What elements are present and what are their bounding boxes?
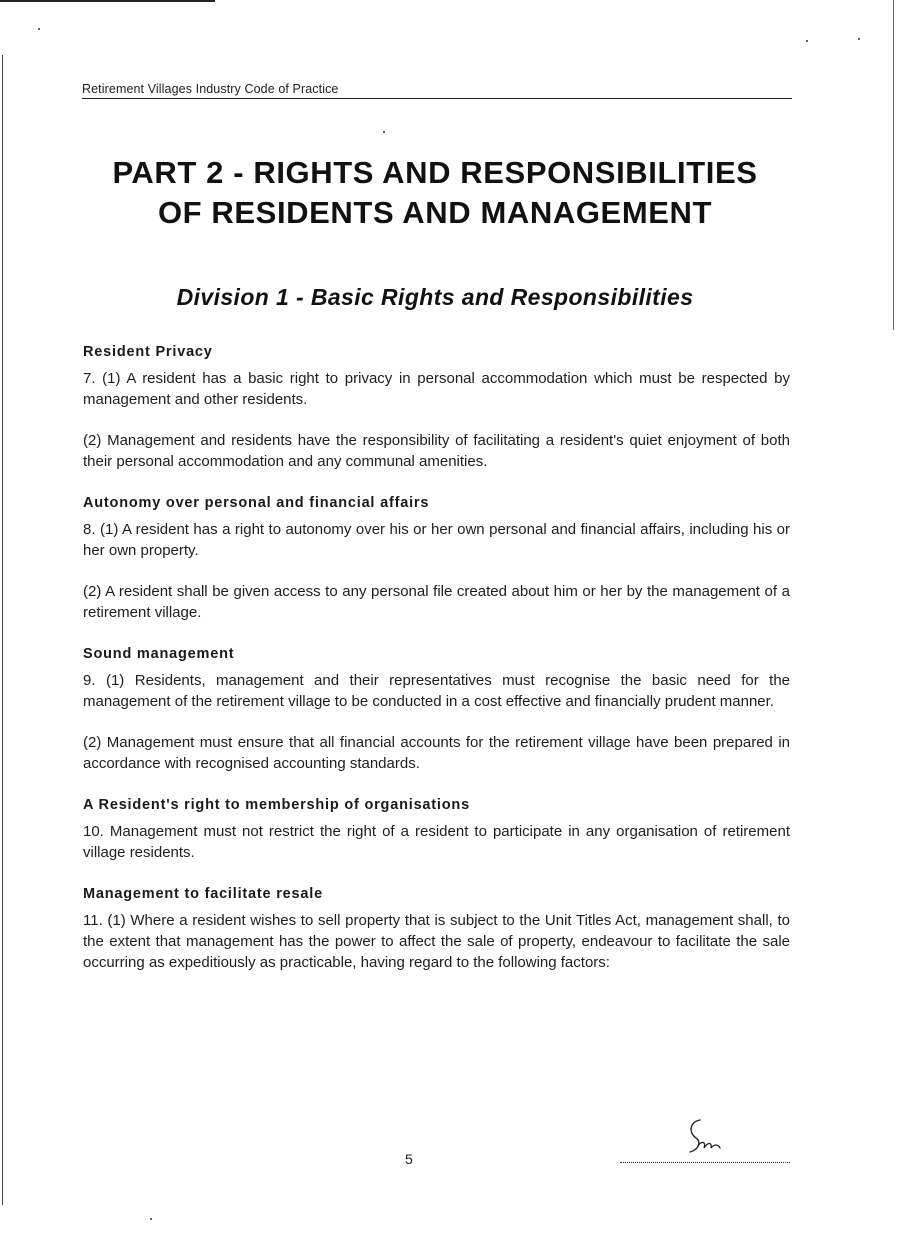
section-heading: Sound management (83, 646, 235, 662)
section-heading: Resident Privacy (83, 344, 213, 360)
section-heading: Autonomy over personal and financial affairs (83, 495, 430, 511)
document-body (83, 344, 790, 996)
running-header: Retirement Villages Industry Code of Practice (82, 82, 339, 96)
paragraph: (2) A resident shall be given access to any personal file created about him or her by the management of a retirement village. (83, 583, 790, 621)
paragraph: 8. (1) A resident has a right to autonomy over his or her own personal and financial affairs, including his or her own property. (83, 521, 790, 559)
part-title-line1: PART 2 - RIGHTS AND RESPONSIBILITIES (112, 155, 758, 190)
page-number: 5 (405, 1151, 413, 1167)
scan-artifact-top (0, 0, 215, 2)
section-resident-privacy (83, 344, 790, 472)
paragraph: 9. (1) Residents, management and their representatives must recognise the basic need for the management of the retirement village to be conducted in a cost effective and financially prudent manner. (83, 672, 790, 710)
scan-artifact-left-edge (2, 55, 3, 1205)
header-rule (82, 98, 792, 99)
section-membership (83, 797, 790, 863)
scan-artifact-right-edge (893, 0, 894, 330)
scan-speck (150, 1218, 152, 1220)
handwritten-initials-icon (680, 1112, 728, 1160)
paragraph: 10. Management must not restrict the right of a resident to participate in any organisation of retirement village residents. (83, 823, 790, 861)
part-title-line2: OF RESIDENTS AND MANAGEMENT (157, 195, 713, 230)
paragraph: 7. (1) A resident has a basic right to privacy in personal accommodation which must be respected by management and other residents. (83, 370, 790, 408)
scan-speck (383, 131, 385, 133)
scan-speck (858, 38, 860, 40)
signature-line (620, 1162, 790, 1163)
division-title: Division 1 - Basic Rights and Responsibilities (176, 284, 694, 310)
section-heading: A Resident's right to membership of organisations (83, 797, 470, 813)
scan-speck (806, 40, 808, 42)
section-sound-management (83, 646, 790, 774)
section-autonomy (83, 495, 790, 623)
section-resale (83, 886, 790, 973)
paragraph: (2) Management and residents have the responsibility of facilitating a resident's quiet enjoyment of both their personal accommodation and any communal amenities. (83, 432, 790, 470)
scan-speck (38, 28, 40, 30)
part-title (60, 153, 810, 233)
paragraph: 11. (1) Where a resident wishes to sell property that is subject to the Unit Titles Act, management shall, to the extent that management has the power to affect the sale of property, endeavour to facilitate the sale occurring as expeditiously as practicable, having regard to the following factors: (83, 912, 790, 971)
section-heading: Management to facilitate resale (83, 886, 323, 902)
paragraph: (2) Management must ensure that all financial accounts for the retirement village have been prepared in accordance with recognised accounting standards. (83, 734, 790, 772)
